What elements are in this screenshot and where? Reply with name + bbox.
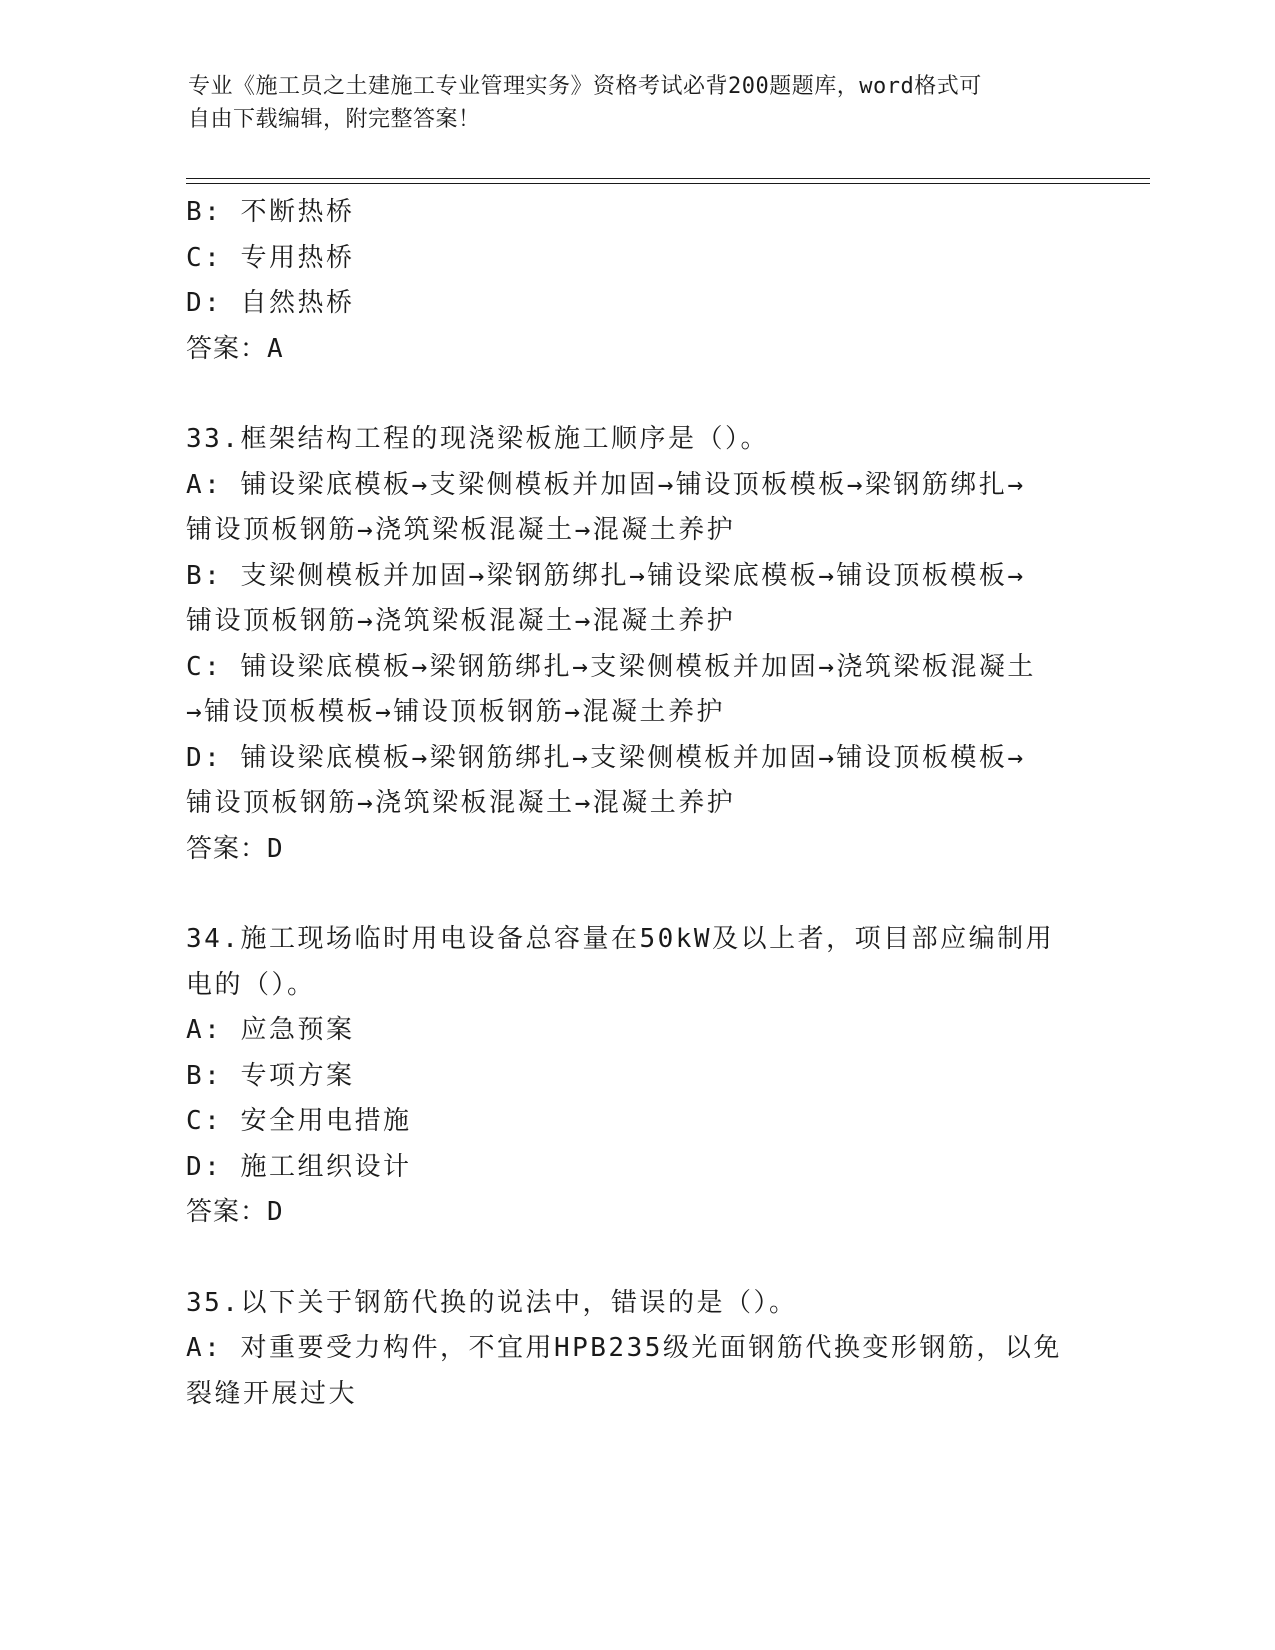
question-32: [186, 190, 1086, 372]
q33-option-d-line-1: D: 铺设梁底模板→梁钢筋绑扎→支梁侧模板并加固→铺设顶板模板→: [186, 742, 1026, 773]
q33-option-c-line-2: →铺设顶板模板→铺设顶板钢筋→混凝土养护: [186, 697, 725, 727]
q33-option-c-line-1: C: 铺设梁底模板→梁钢筋绑扎→支梁侧模板并加固→浇筑梁板混凝土: [186, 651, 1036, 682]
spacer: [186, 872, 1086, 917]
q33-option-b-line-2: 铺设顶板钢筋→浇筑梁板混凝土→混凝土养护: [186, 606, 736, 636]
q32-option-c: C: 专用热桥: [186, 242, 355, 273]
q33-option-d-line-2: 铺设顶板钢筋→浇筑梁板混凝土→混凝土养护: [186, 788, 736, 818]
q33-option-b-line-1: B: 支梁侧模板并加固→梁钢筋绑扎→铺设梁底模板→铺设顶板模板→: [186, 560, 1026, 591]
q33-option-a-line-2: 铺设顶板钢筋→浇筑梁板混凝土→混凝土养护: [186, 515, 736, 545]
spacer: [186, 1236, 1086, 1281]
q32-option-d: D: 自然热桥: [186, 288, 355, 318]
spacer: [186, 372, 1086, 417]
q34-option-d: D: 施工组织设计: [186, 1151, 412, 1182]
q34-question-line-1: 34.施工现场临时用电设备总容量在50kW及以上者，项目部应编制用: [186, 924, 1055, 954]
q34-question-line-2: 电的（）。: [186, 969, 316, 1000]
document-body: [186, 190, 1086, 1417]
q33-option-a-line-1: A: 铺设梁底模板→支梁侧模板并加固→铺设顶板模板→梁钢筋绑扎→: [186, 469, 1026, 500]
q32-option-b: B: 不断热桥: [186, 197, 355, 227]
q34-answer: 答案：D: [186, 1197, 284, 1227]
header-line-2: 自由下载编辑，附完整答案！: [188, 107, 481, 132]
q33-answer: 答案：D: [186, 833, 284, 864]
q34-option-c: C: 安全用电措施: [186, 1106, 412, 1136]
question-34: [186, 917, 1086, 1236]
q34-option-b: B: 专项方案: [186, 1060, 355, 1091]
q34-option-a: A: 应急预案: [186, 1015, 355, 1045]
header-divider-bottom: [186, 183, 1150, 184]
question-35: [186, 1281, 1086, 1418]
q32-answer: 答案：A: [186, 333, 284, 364]
question-33: [186, 417, 1086, 872]
header-line-1: 专业《施工员之土建施工专业管理实务》资格考试必背200题题库，word格式可: [188, 74, 982, 99]
header-divider-top: [186, 178, 1150, 179]
q35-question: 35.以下关于钢筋代换的说法中，错误的是（）。: [186, 1287, 798, 1318]
q35-option-a-line-2: 裂缝开展过大: [186, 1378, 358, 1409]
q33-question: 33.框架结构工程的现浇梁板施工顺序是（）。: [186, 424, 769, 454]
q35-option-a-line-1: A: 对重要受力构件，不宜用HPB235级光面钢筋代换变形钢筋，以免: [186, 1333, 1062, 1363]
document-header: [188, 70, 1068, 136]
